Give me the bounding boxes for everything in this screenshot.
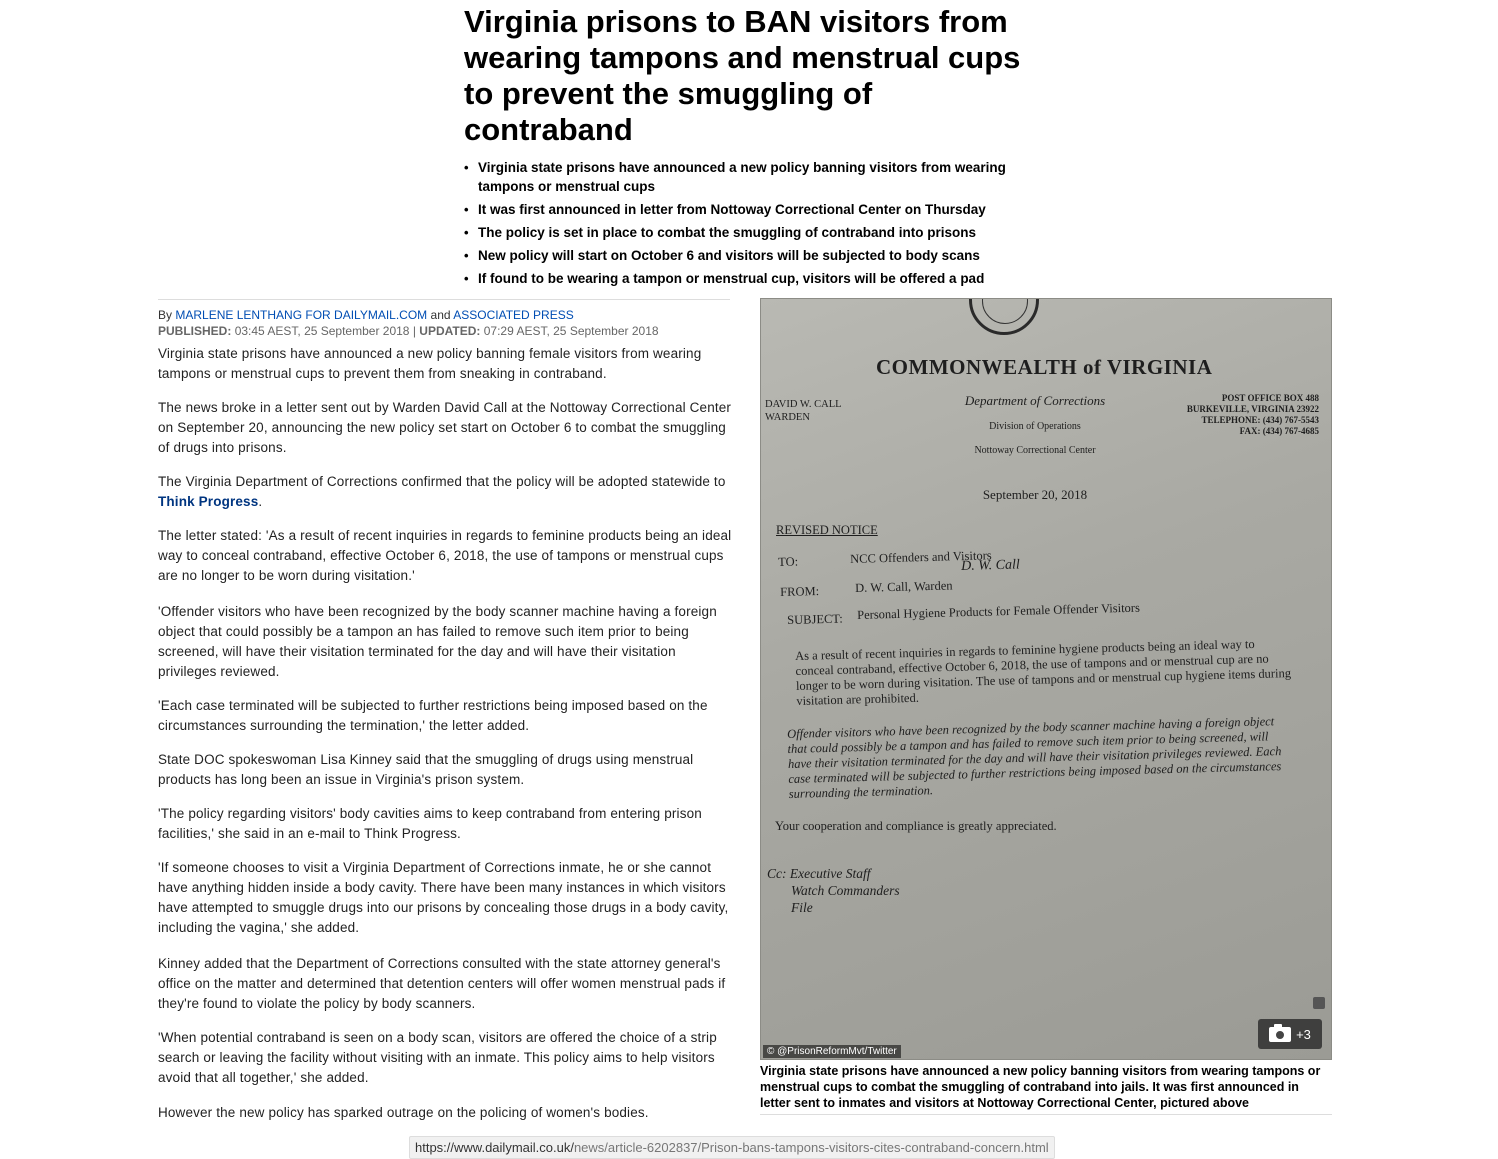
summary-bullet: • The policy is set in place to combat the smuggling of contraband into prisons bbox=[464, 223, 1044, 242]
letter-subject-label: SUBJECT: bbox=[787, 611, 843, 627]
byline-and: and bbox=[430, 308, 451, 322]
article-paragraph: State DOC spokeswoman Lisa Kinney said that the smuggling of drugs using menstrual products has long been an issue in Virginia's prison system. bbox=[158, 752, 694, 787]
address-line: BURKEVILLE, VIRGINIA 23922 bbox=[1186, 404, 1319, 414]
letter-division: Division of Operations bbox=[989, 421, 1081, 432]
article-paragraph: 'Offender visitors who have been recognized by the body scanner machine having a foreign object that could possibly be a tampon an has failed to remove such item prior to being screened, will have their visitation terminated for the day and will have their visitation privileges reviewed. bbox=[158, 604, 717, 679]
article-paragraph: 'When potential contraband is seen on a body scan, visitors are offered the choice of a strip search or leaving the facility without visiting with an inmate. This policy aims to help visitors avoid that all together,' she added. bbox=[158, 1030, 717, 1085]
letter-notice: REVISED NOTICE bbox=[776, 523, 878, 537]
letter-from: D. W. Call, Warden bbox=[855, 578, 953, 595]
byline bbox=[158, 307, 738, 339]
warden-signature: D. W. Call bbox=[961, 557, 1020, 574]
virginia-seal-icon bbox=[969, 298, 1039, 335]
letter-to: NCC Offenders and Visitors bbox=[850, 548, 992, 566]
article-paragraph: 'If someone chooses to visit a Virginia Department of Corrections inmate, he or she cannot have anything hidden inside a body cavity. There have been many instances in which visitors have attempted to smuggle drugs into our prisons by concealing those drugs in a body cavity, including the vagina,' she added. bbox=[158, 860, 729, 935]
byline-by: By bbox=[158, 308, 173, 322]
photo-count: +3 bbox=[1296, 1026, 1311, 1042]
gallery-button[interactable] bbox=[1258, 1019, 1322, 1049]
article-paragraph bbox=[158, 472, 733, 512]
published-date: 03:45 AEST, 25 September 2018 bbox=[234, 324, 410, 338]
article-paragraph: 'Each case terminated will be subjected to further restrictions being imposed based on the circumstances surrounding the termination,' the letter added. bbox=[158, 698, 708, 733]
article-figure[interactable] bbox=[760, 298, 1332, 1060]
letter-paragraph: Your cooperation and compliance is greatly appreciated. bbox=[775, 819, 1057, 833]
address-line: POST OFFICE BOX 488 bbox=[1221, 393, 1319, 403]
article-paragraph: However the new policy has sparked outrage on the policing of women's bodies. bbox=[158, 1105, 649, 1120]
cc-line: Watch Commanders bbox=[791, 883, 900, 898]
summary-bullet: • It was first announced in letter from Nottoway Correctional Center on Thursday bbox=[464, 200, 1044, 219]
article-paragraph: 'The policy regarding visitors' body cavities aims to keep contraband from entering prison facilities,' she said in an e-mail to Think Progress. bbox=[158, 806, 702, 841]
camera-icon bbox=[1269, 1027, 1291, 1042]
byline-separator: | bbox=[412, 324, 416, 338]
paragraph-text: . bbox=[258, 494, 263, 509]
letter-photo[interactable] bbox=[760, 298, 1332, 1060]
article-body bbox=[158, 344, 733, 1137]
article-paragraph: Kinney added that the Department of Corrections consulted with the state attorney general's office on the matter and determined that detention centers will offer women menstrual pads if they're found to violate the policy by body scanners. bbox=[158, 956, 726, 1011]
status-url-bar bbox=[409, 1136, 1055, 1159]
published-label: PUBLISHED: bbox=[158, 324, 232, 338]
warden-title: WARDEN bbox=[765, 412, 810, 423]
paragraph-text: The Virginia Department of Corrections confirmed that the policy will be adopted statewide to bbox=[158, 474, 726, 489]
figure-caption: Virginia state prisons have announced a new policy banning visitors from wearing tampons or menstrual cups to combat the smuggling of contraband into jails. It was first announced in letter sent to inmates and visitors at Nottoway Correctional Center, pictured above bbox=[760, 1064, 1321, 1110]
article-paragraph: The news broke in a letter sent out by Warden David Call at the Nottoway Correctional Center on September 20, announcing the new policy set start on October 6 to combat the smuggling of drugs into prisons. bbox=[158, 400, 732, 455]
photo-credit: © @PrisonReformMvt/Twitter bbox=[763, 1045, 901, 1058]
author-link[interactable]: ASSOCIATED PRESS bbox=[453, 308, 574, 322]
article-paragraph: The letter stated: 'As a result of recent inquiries in regards to feminine products being an ideal way to conceal contraband, effective October 6, 2018, the use of tampons or menstrual cups are no longer to be worn during visitation.' bbox=[158, 528, 732, 583]
letter-paragraph: As a result of recent inquiries in regards to feminine hygiene products being an ideal way to conceal contraband, effective October 6, 2018, the use of tampons and or menstrual cup are no longer to be worn during visitation. The use of tampons and or menstrual cup hygiene items during visitation are prohibited. bbox=[795, 636, 1292, 708]
letter-cc bbox=[767, 865, 900, 916]
letter-address bbox=[1187, 393, 1319, 437]
letter-title: COMMONWEALTH of VIRGINIA bbox=[876, 355, 1213, 379]
expand-icon[interactable] bbox=[1313, 997, 1325, 1009]
updated-label: UPDATED: bbox=[419, 324, 481, 338]
letter-subject: Personal Hygiene Products for Female Offender Visitors bbox=[857, 600, 1141, 622]
article-summary-bullets bbox=[464, 158, 1044, 292]
byline-divider bbox=[158, 299, 730, 300]
caption-divider bbox=[760, 1114, 1332, 1115]
summary-bullet: • New policy will start on October 6 and visitors will be subjected to body scans bbox=[464, 246, 1044, 265]
cc-line: Cc: Executive Staff bbox=[767, 866, 871, 881]
letter-paragraph: Offender visitors who have been recognized by the body scanner machine having a foreign object that could possibly be a tampon and has failed to remove such item prior to being screened, will have their visitation terminated for the day and will have their visitation privileges reviewed. Each case terminated will be subjected to further restrictions being imposed based on the circumstances surrounding the termination. bbox=[787, 714, 1282, 801]
warden-name: DAVID W. CALL bbox=[765, 399, 842, 410]
article-paragraph: Virginia state prisons have announced a new policy banning female visitors from wearing tampons or menstrual cups to prevent them from sneaking in contraband. bbox=[158, 346, 702, 381]
summary-bullet: • If found to be wearing a tampon or menstrual cup, visitors will be offered a pad bbox=[464, 269, 1044, 288]
article-headline: Virginia prisons to BAN visitors from wearing tampons and menstrual cups to prevent the smuggling of contraband bbox=[464, 4, 1021, 147]
letter-to-label: TO: bbox=[778, 554, 799, 569]
letter-center: Nottoway Correctional Center bbox=[974, 445, 1096, 456]
cc-line: File bbox=[791, 900, 813, 915]
letter-dept: Department of Corrections bbox=[964, 393, 1106, 408]
updated-date: 07:29 AEST, 25 September 2018 bbox=[483, 324, 659, 338]
address-line: TELEPHONE: (434) 767-5543 bbox=[1201, 415, 1319, 425]
letter-from-label: FROM: bbox=[780, 583, 820, 599]
url-path: news/article-6202837/Prison-bans-tampons-visitors-cites-contraband-concern.html bbox=[573, 1140, 1049, 1155]
summary-bullet: • Virginia state prisons have announced a new policy banning visitors from wearing tampons or menstrual cups bbox=[464, 158, 1044, 196]
letter-date: September 20, 2018 bbox=[982, 487, 1088, 502]
think-progress-link[interactable]: Think Progress bbox=[158, 494, 259, 509]
author-link[interactable]: MARLENE LENTHANG FOR DAILYMAIL.COM bbox=[175, 308, 428, 322]
url-domain: https://www.dailymail.co.uk/ bbox=[415, 1140, 574, 1155]
address-line: FAX: (434) 767-4685 bbox=[1239, 426, 1319, 436]
